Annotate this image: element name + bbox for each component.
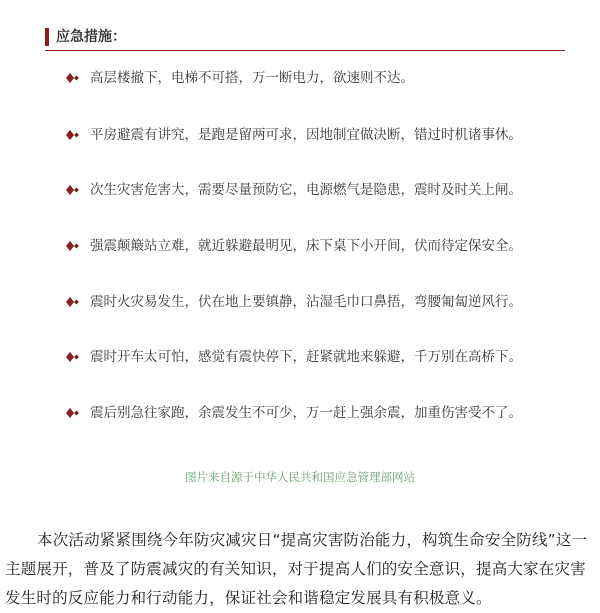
measure-text: 强震颠簸站立难，就近躲避最明见，床下桌下小开间，伏而待定保安全。 bbox=[90, 238, 522, 254]
diamond-bullet-icon bbox=[62, 294, 80, 310]
measure-text: 震后别急往家跑，余震发生不可少，万一赶上强余震，加重伤害受不了。 bbox=[90, 405, 522, 421]
diamond-bullet-icon bbox=[62, 127, 80, 143]
measure-text: 平房避震有讲究，是跑是留两可求，因地制宜做决断，错过时机诸事休。 bbox=[90, 127, 522, 143]
list-item bbox=[62, 68, 582, 90]
diamond-bullet-icon bbox=[62, 405, 80, 421]
diamond-bullet-icon bbox=[62, 349, 80, 365]
measure-text: 震时开车太可怕，感觉有震快停下，赶紧就地来躲避，千万别在高桥下。 bbox=[90, 349, 522, 365]
measure-text: 次生灾害危害大，需要尽量预防它，电源燃气是隐患，震时及时关上闸。 bbox=[90, 182, 522, 198]
section-title: 应急措施： bbox=[56, 29, 126, 45]
image-caption: 图片来自源于中华人民共和国应急管理部网站 bbox=[185, 470, 415, 484]
section-header bbox=[45, 26, 565, 51]
diamond-bullet-icon bbox=[62, 182, 80, 198]
list-item bbox=[62, 347, 582, 369]
list-item bbox=[62, 125, 582, 147]
measure-text: 高层楼撤下，电梯不可搭，万一断电力，欲速则不达。 bbox=[90, 70, 414, 86]
header-accent-bar bbox=[45, 28, 49, 46]
list-item bbox=[62, 180, 582, 202]
list-item bbox=[62, 236, 582, 258]
article-paragraph: 本次活动紧紧围绕今年防灾减灾日“提高灾害防治能力，构筑生命安全防线”这一主题展开，普及了防震减灾的有关知识，对于提高人们的安全意识，提高大家在灾害发生时的反应能力和行动能力，保证社会和谐稳定发展具有积极意义。 bbox=[5, 530, 588, 607]
list-item bbox=[62, 403, 582, 425]
diamond-bullet-icon bbox=[62, 70, 80, 86]
diamond-bullet-icon bbox=[62, 238, 80, 254]
list-item bbox=[62, 292, 582, 314]
measure-text: 震时火灾易发生，伏在地上要镇静，沾湿毛巾口鼻捂，弯腰匍匐逆风行。 bbox=[90, 294, 522, 310]
